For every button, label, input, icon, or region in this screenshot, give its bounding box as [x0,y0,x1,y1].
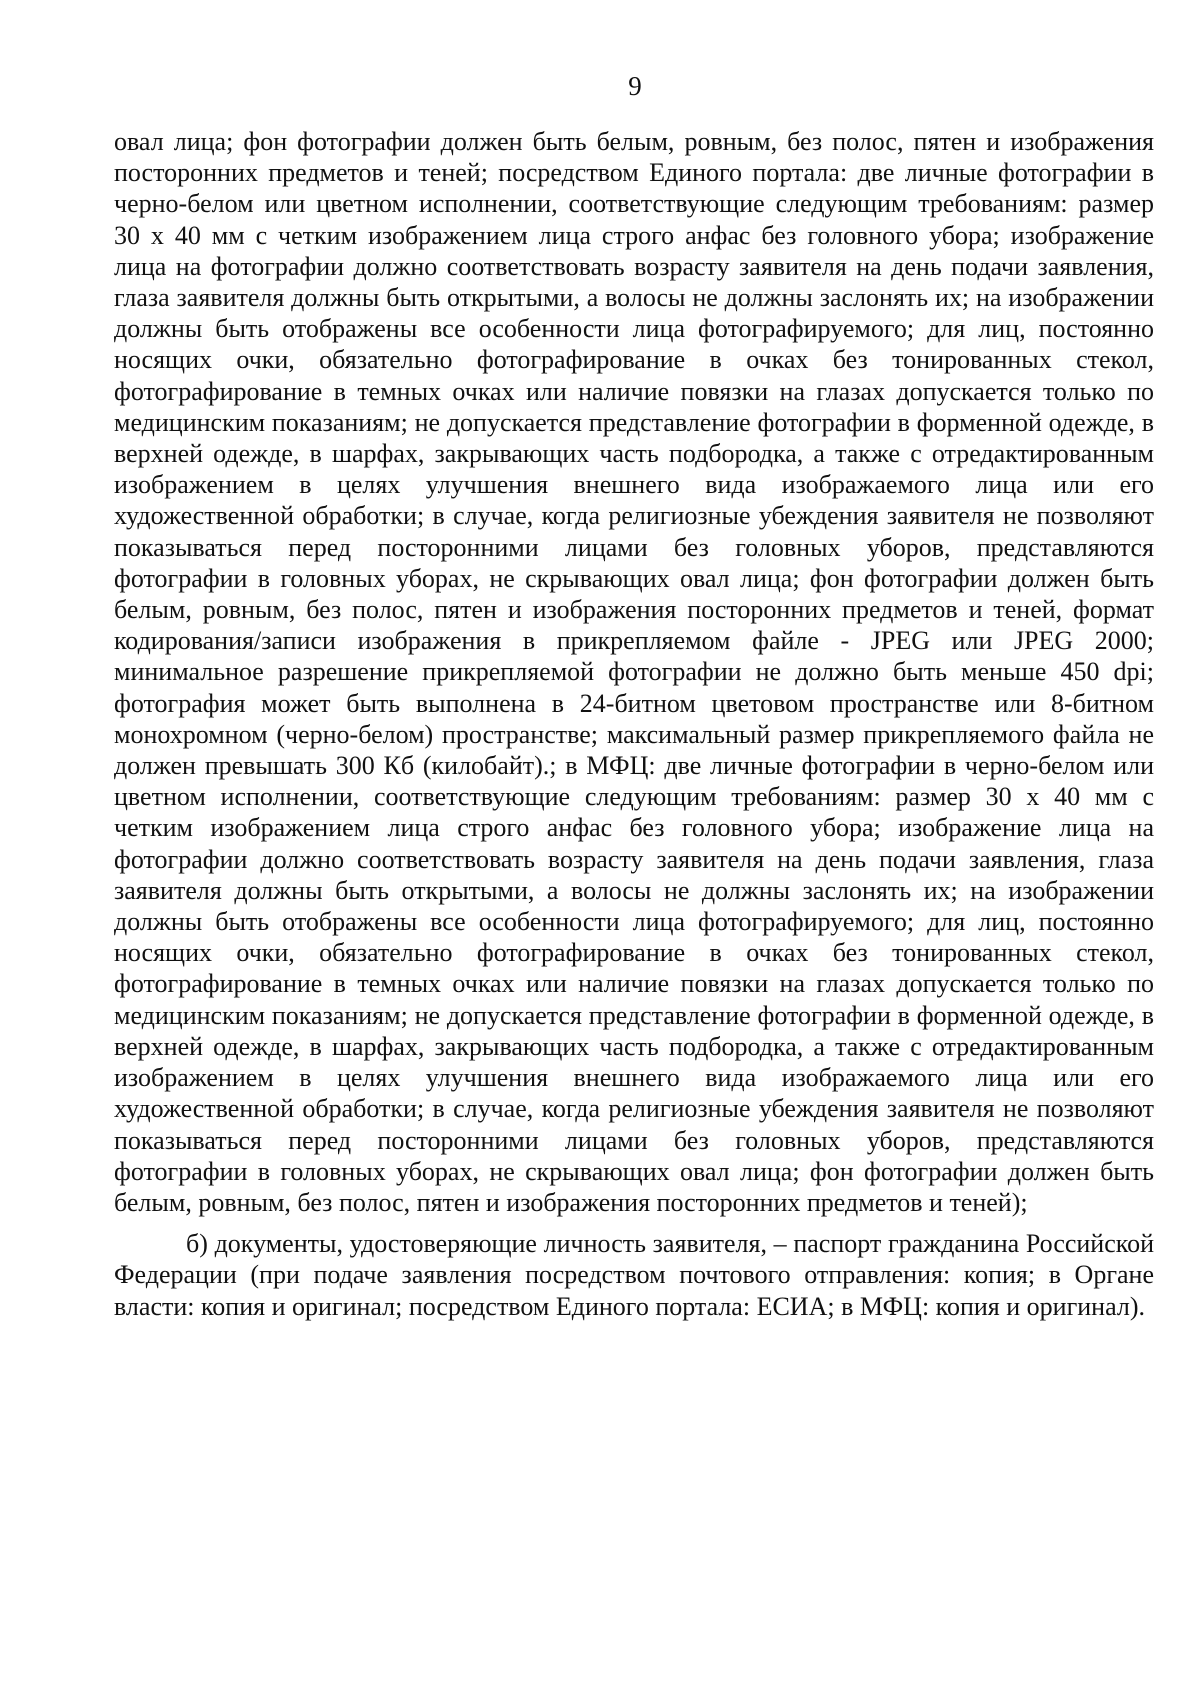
paragraph-identity-documents: б) документы, удостоверяющие личность заявителя, – паспорт гражданина Российской Федерации (при подаче заявления посредством почтового отправления: копия; в Органе власти: копия и оригинал; посредством Единого портала: ЕСИА; в МФЦ: копия и оригинал). [114,1229,1154,1321]
paragraph-photo-requirements: овал лица; фон фотографии должен быть белым, ровным, без полос, пятен и изображения посторонних предметов и теней; посредством Единого портала: две личные фотографии в черно-белом или цветном исполнении, соответствующие следующим требованиям: размер 30 x 40 мм с четким изображением лица строго анфас без головного убора; изображение лица на фотографии должно соответствовать возрасту заявителя на день подачи заявления, глаза заявителя должны быть открытыми, а волосы не должны заслонять их; на изображении должны быть отображены все особенности лица фотографируемого; для лиц, постоянно носящих очки, обязательно фотографирование в очках без тонированных стекол, фотографирование в темных очках или наличие повязки на глазах допускается только по медицинским показаниям; не допускается представление фотографии в форменной одежде, в верхней одежде, в шарфах, закрывающих часть подбородка, а также с отредактированным изображением в целях улучшения внешнего вида изображаемого лица или его художественной обработки; в случае, когда религиозные убеждения заявителя не позволяют показываться перед посторонними лицами без головных уборов, представляются фотографии в головных уборах, не скрывающих овал лица; фон фотографии должен быть белым, ровным, без полос, пятен и изображения посторонних предметов и теней, формат кодирования/записи изображения в прикрепляемом файле - JPEG или JPEG 2000; минимальное разрешение прикрепляемой фотографии не должно быть меньше 450 dpi; фотография может быть выполнена в 24-битном цветовом пространстве или 8-битном монохромном (черно-белом) пространстве; максимальный размер прикрепляемого файла не должен превышать 300 Кб (килобайт).; в МФЦ: две личные фотографии в черно-белом или цветном исполнении, соответствующие следующим требованиям: размер 30 x 40 мм с четким изображением лица строго анфас без головного убора; изображение лица на фотографии должно соответствовать возрасту заявителя на день подачи заявления, глаза заявителя должны быть открытыми, а волосы не должны заслонять их; на изображении должны быть отображены все особенности лица фотографируемого; для лиц, постоянно носящих очки, обязательно фотографирование в очках без тонированных стекол, фотографирование в темных очках или наличие повязки на глазах допускается только по медицинским показаниям; не допускается представление фотографии в форменной одежде, в верхней одежде, в шарфах, закрывающих часть подбородка, а также с отредактированным изображением в целях улучшения внешнего вида изображаемого лица или его художественной обработки; в случае, когда религиозные убеждения заявителя не позволяют показываться перед посторонними лицами без головных уборов, представляются фотографии в головных уборах, не скрывающих овал лица; фон фотографии должен быть белым, ровным, без полос, пятен и изображения посторонних предметов и теней); [114,127,1154,1217]
page-number: 9 [628,71,642,101]
document-body [114,126,1154,1322]
